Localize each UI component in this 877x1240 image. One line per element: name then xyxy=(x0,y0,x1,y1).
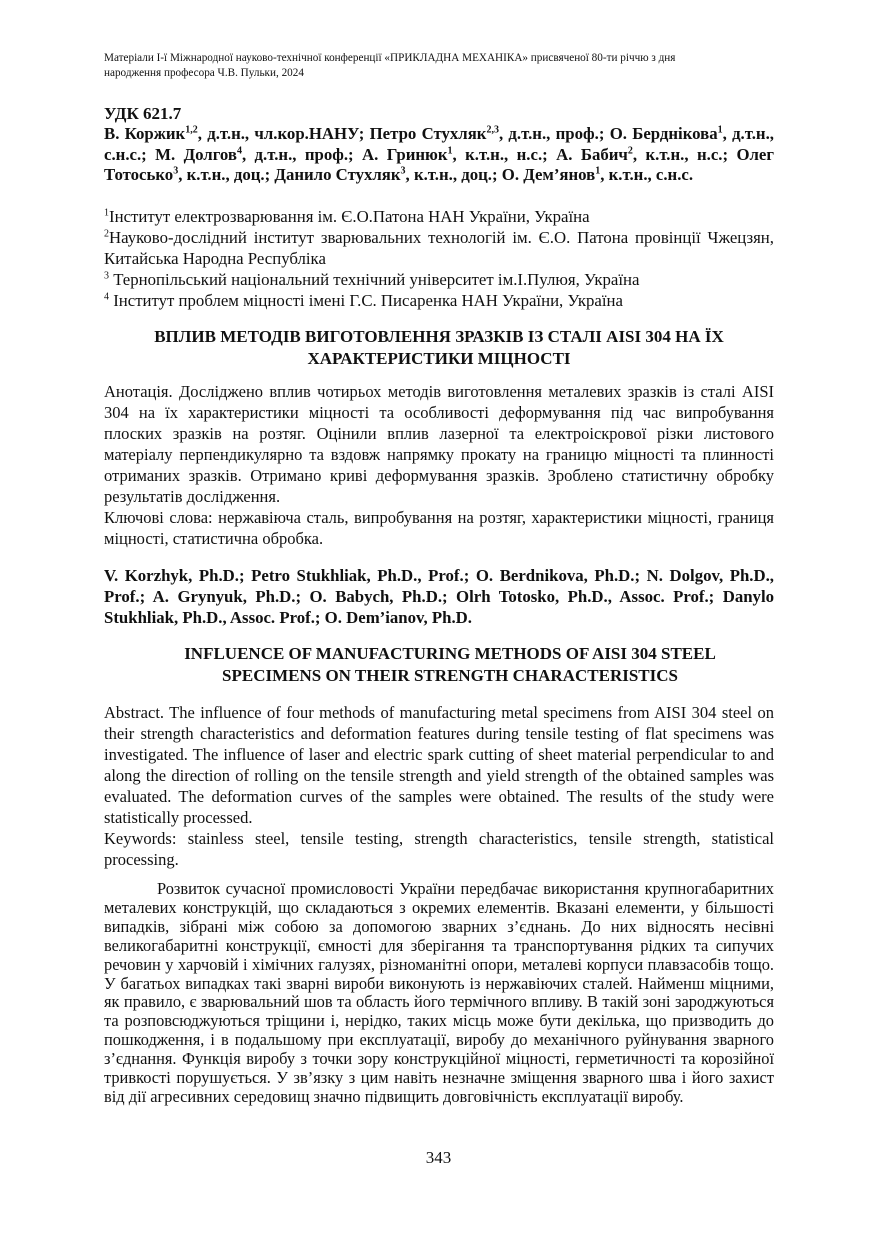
author-name: В. Коржик xyxy=(104,124,186,143)
author-affiliation-ref: 1 xyxy=(595,165,601,177)
title-line: ВПЛИВ МЕТОДІВ ВИГОТОВЛЕННЯ ЗРАЗКІВ ІЗ СТАЛІ AISI 304 НА ЇХ xyxy=(154,327,724,346)
affiliation-item xyxy=(104,227,774,269)
author-name: О. Берднікова xyxy=(609,124,718,143)
page-number: 343 xyxy=(425,1148,452,1167)
title-english xyxy=(130,643,770,687)
keywords-english: Keywords: stainless steel, tensile testing, strength characteristics, tensile strength, statistical processing. xyxy=(104,829,774,869)
author-degree: , д.т.н., чл.кор.НАНУ; xyxy=(197,124,370,143)
author-affiliation-ref: 3 xyxy=(400,165,406,177)
author-affiliation-ref: 1 xyxy=(447,144,453,156)
author-degree: , д.т.н., проф.; xyxy=(498,124,610,143)
affiliation-number: 3 xyxy=(104,270,109,282)
author-degree: , к.т.н., доц.; xyxy=(178,165,275,184)
author-affiliation-ref: 4 xyxy=(236,144,242,156)
author-affiliation-ref: 1,2 xyxy=(185,124,198,136)
body-paragraph: Розвиток сучасної промисловості України передбачає використання крупногабаритних металевих конструкцій, що складаються з окремих елементів. Вказані елементи, у більшості випадків, зібрані між собою за допомогою зварних з’єднань. До них відносять несівні великогабаритні конструкції, ємності для зберігання та транспортування рідких та сипучих речовин у харчовій і хімічних галузях, різноманітні опори, металеві корпуси плавзасобів тощо. У багатьох випадках такі зварні вироби виконують із нержавіючих сталей. Найменш міцними, як правило, є зварювальний шов та область його термічного впливу. В такій зоні зароджуються та розповсюджуються тріщини і, нерідко, таких місць може бути декілька, що призводить до пошкодження, і в подальшому при експлуатації, виробу до механічного руйнування зварного з’єднання. Функція виробу з точки зору конструкційної міцності, герметичності та корозійної тривкості порушується. У зв’язку з цим навіть незначне зміщення зварного шва і його захист від дії агресивних середовищ значно підвищить довговічність експлуатації виробу. xyxy=(104,879,774,1106)
affiliations xyxy=(104,206,774,311)
affiliation-number: 1 xyxy=(104,207,109,219)
affiliation-text: Інститут електрозварювання ім. Є.О.Патона НАН України, Україна xyxy=(109,207,590,226)
author-name: Петро Стухляк xyxy=(369,124,487,143)
udk-code: УДК 621.7 xyxy=(104,104,182,123)
abstract-english: Abstract. The influence of four methods of manufacturing metal specimens from AISI 304 steel on their strength characteristics and deformation features during tensile testing of flat specimens was investigated. The influence of laser and electric spark cutting of sheet material perpendicular to and along the direction of rolling on the tensile strength and yield strength of the obtained samples was evaluated. The deformation curves of the samples were obtained. The results of the study were statistically processed. xyxy=(104,703,774,827)
title-ukrainian xyxy=(104,326,774,370)
main-body-text xyxy=(104,880,774,1107)
abstract-ukrainian: Анотація. Досліджено вплив чотирьох методів виготовлення металевих зразків із сталі AISI 304 на їх характеристики міцності та особливості деформування під час випробування плоских зразків на розтяг. Оцінили вплив лазерної та електроіскрової різки листового матеріалу перпендикулярно та вздовж напрямку прокату на границю міцності та плинності отриманих зразків. Отримано криві деформування зразків. Зроблено статистичну обробку результатів дослідження. xyxy=(104,382,774,506)
affiliation-number: 2 xyxy=(104,228,109,240)
affiliation-text: Тернопільський національний технічний університет ім.І.Пулюя, Україна xyxy=(109,270,640,289)
author-degree: , к.т.н., н.с.; xyxy=(632,144,737,164)
authors-english: V. Korzhyk, Ph.D.; Petro Stukhliak, Ph.D., Prof.; O. Berdnikova, Ph.D.; N. Dolgov, Ph.D., Prof.; A. Grynyuk, Ph.D.; O. Babych, Ph.D.; Olrh Totosko, Ph.D., Assoc. Prof.; Danylo Stukhliak, Ph.D., Assoc. Prof.; O. Dem’ianov, Ph.D. xyxy=(104,566,774,627)
author-name: Олег Тотосько xyxy=(104,144,775,184)
author-name: А. Гринюк xyxy=(362,144,448,164)
affiliation-number: 4 xyxy=(104,291,109,303)
authors-ukrainian xyxy=(104,124,774,186)
author-name: М. Долгов xyxy=(155,144,237,164)
author-name: Данило Стухляк xyxy=(274,165,401,184)
affiliation-text: Інститут проблем міцності імені Г.С. Писаренка НАН України, Україна xyxy=(109,291,623,310)
header-line-2: народження професора Ч.В. Пульки, 2024 xyxy=(104,67,304,79)
author-degree: , к.т.н., доц.; xyxy=(405,165,502,184)
author-degree: , д.т.н., проф.; xyxy=(241,144,363,164)
affiliation-item xyxy=(104,269,774,290)
author-name: А. Бабич xyxy=(556,144,628,164)
author-affiliation-ref: 2 xyxy=(627,144,633,156)
affiliation-item xyxy=(104,206,774,227)
title-line: ХАРАКТЕРИСТИКИ МІЦНОСТІ xyxy=(307,349,571,368)
author-affiliation-ref: 1 xyxy=(717,124,723,136)
keywords-ukrainian: Ключові слова: нержавіюча сталь, випробування на розтяг, характеристики міцності, границя міцності, статистична обробка. xyxy=(104,508,774,548)
author-affiliation-ref: 2,3 xyxy=(486,124,499,136)
author-degree: , д.т.н., с.н.с.; xyxy=(104,124,774,164)
title-line: SPECIMENS ON THEIR STRENGTH CHARACTERISTICS xyxy=(222,666,678,685)
affiliation-text: Науково-дослідний інститут зварювальних технологій ім. Є.О. Патона провінції Чжецзян, Китайська Народна Республіка xyxy=(104,228,774,268)
running-header xyxy=(104,51,784,81)
title-line: INFLUENCE OF MANUFACTURING METHODS OF AISI 304 STEEL xyxy=(184,644,716,663)
abstract-english-block xyxy=(104,702,774,870)
header-line-1: Матеріали І-ї Міжнародної науково-технічної конференції «ПРИКЛАДНА МЕХАНІКА» присвяченої 80-ти річчю з дня xyxy=(104,52,676,64)
author-degree: , к.т.н., н.с.; xyxy=(452,144,557,164)
affiliation-item xyxy=(104,290,774,311)
author-affiliation-ref: 3 xyxy=(173,165,179,177)
author-name: О. Дем’янов xyxy=(501,165,596,184)
abstract-ukrainian-block xyxy=(104,381,774,549)
author-degree: , к.т.н., с.н.с. xyxy=(600,165,694,184)
